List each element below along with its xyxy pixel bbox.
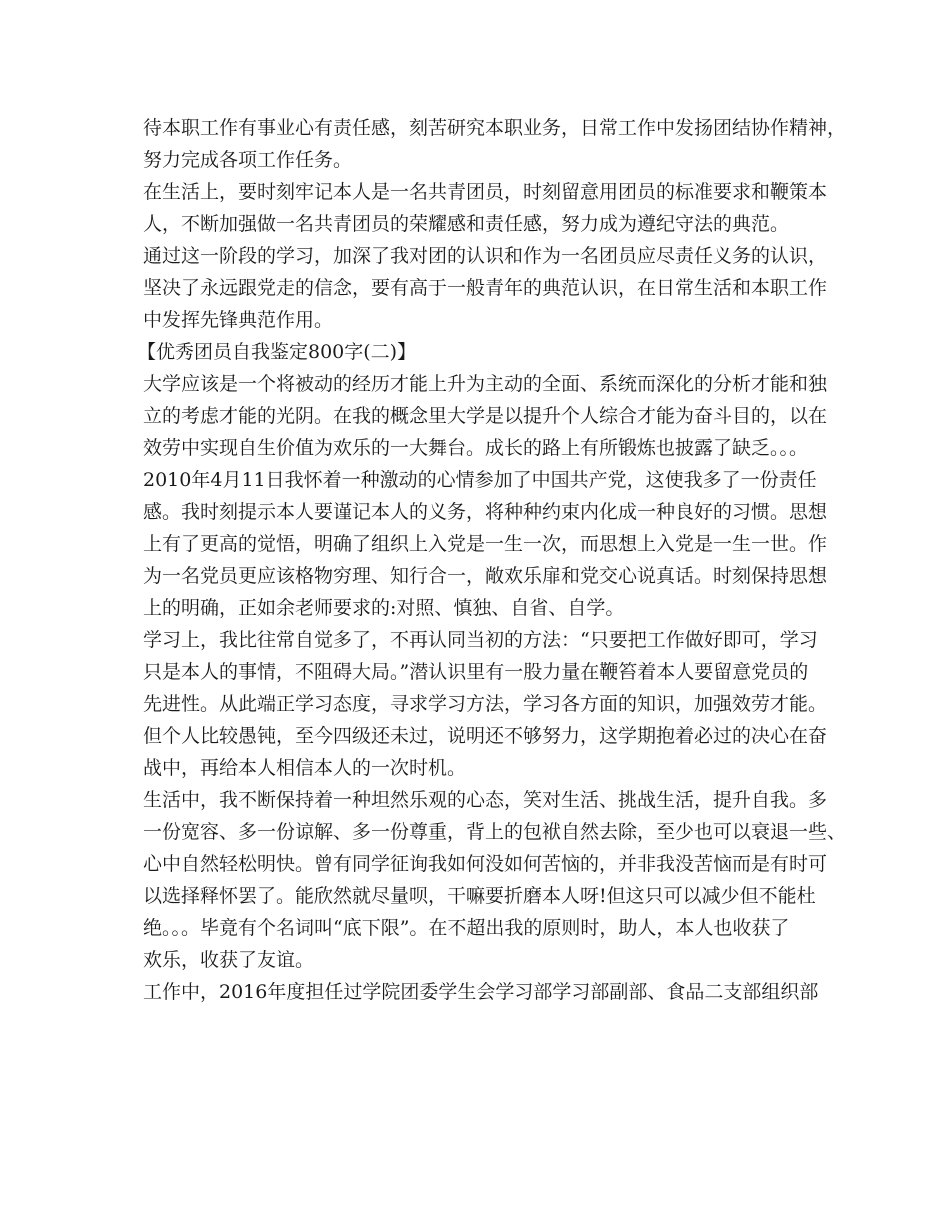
text-line: 大学应该是一个将被动的经历才能上升为主动的全面、系统而深化的分析才能和独 [143,373,828,395]
text-line: 先进性。从此端正学习态度，寻求学习方法，学习各方面的知识，加强效劳才能。 [143,693,828,715]
text-line: 效劳中实现自生价值为欢乐的一大舞台。成长的路上有所锻炼也披露了缺乏。。。 [143,437,809,459]
text-line: 以选择释怀罢了。能欣然就尽量呗，干嘛要折磨本人呀!但这只可以减少但不能杜 [143,885,816,907]
text-line: 为一名党员更应该格物穷理、知行合一，敞欢乐扉和党交心说真话。时刻保持思想 [143,565,828,587]
text-line: 努力完成各项工作任务。 [143,149,353,171]
text-line: 通过这一阶段的学习，加深了我对团的认识和作为一名团员应尽责任义务的认识， [143,245,828,267]
document-body [137,112,847,1008]
text-line: 战中，再给本人相信本人的一次时机。 [143,757,467,779]
text-line: 立的考虑才能的光阴。在我的概念里大学是以提升个人综合才能为奋斗目的，以在 [143,405,828,427]
text-line: 感。我时刻提示本人要谨记本人的义务，将种种约束内化成一种良好的习惯。思想 [143,501,828,523]
text-line: 绝。。。毕竟有个名词叫“底下限”。在不超出我的原则时，助人，本人也收获了 [143,917,790,939]
text-line: 2010年4月11日我怀着一种激动的心情参加了中国共产党，这使我多了一份责任 [143,469,817,491]
text-line: 工作中，2016年度担任过学院团委学生会学习部学习部副部、食品二支部组织部 [143,981,819,1003]
text-line: 欢乐，收获了友谊。 [143,949,315,971]
text-line: 坚决了永远跟党走的信念，要有高于一般青年的典范认识，在日常生活和本职工作 [143,277,828,299]
text-line: 上的明确，正如余老师要求的:对照、慎独、自省、自学。 [143,597,625,619]
section-heading: 【优秀团员自我鉴定800字(二)】 [137,341,417,363]
text-line: 上有了更高的觉悟，明确了组织上入党是一生一次，而思想上入党是一生一世。作 [143,533,828,555]
text-line: 生活中，我不断保持着一种坦然乐观的心态，笑对生活、挑战生活，提升自我。多 [143,789,828,811]
text-line: 但个人比较愚钝，至今四级还未过，说明还不够努力，这学期抱着必过的决心在奋 [143,725,828,747]
text-line: 一份宽容、多一份谅解、多一份尊重，背上的包袱自然去除，至少也可以衰退一些、 [143,821,847,843]
text-line: 待本职工作有事业心有责任感，刻苦研究本职业务，日常工作中发扬团结协作精神， [143,117,847,139]
text-line: 在生活上，要时刻牢记本人是一名共青团员，时刻留意用团员的标准要求和鞭策本 [143,181,828,203]
text-line: 只是本人的事情，不阻碍大局。”潜认识里有一股力量在鞭笞着本人要留意党员的 [143,661,809,683]
text-line: 心中自然轻松明快。曾有同学征询我如何没如何苦恼的，并非我没苦恼而是有时可 [143,853,828,875]
text-line: 人，不断加强做一名共青团员的荣耀感和责任感，努力成为遵纪守法的典范。 [143,213,790,235]
text-line: 学习上，我比往常自觉多了，不再认同当初的方法：“只要把工作做好即可，学习 [143,629,818,651]
text-line: 中发挥先锋典范作用。 [143,309,334,331]
